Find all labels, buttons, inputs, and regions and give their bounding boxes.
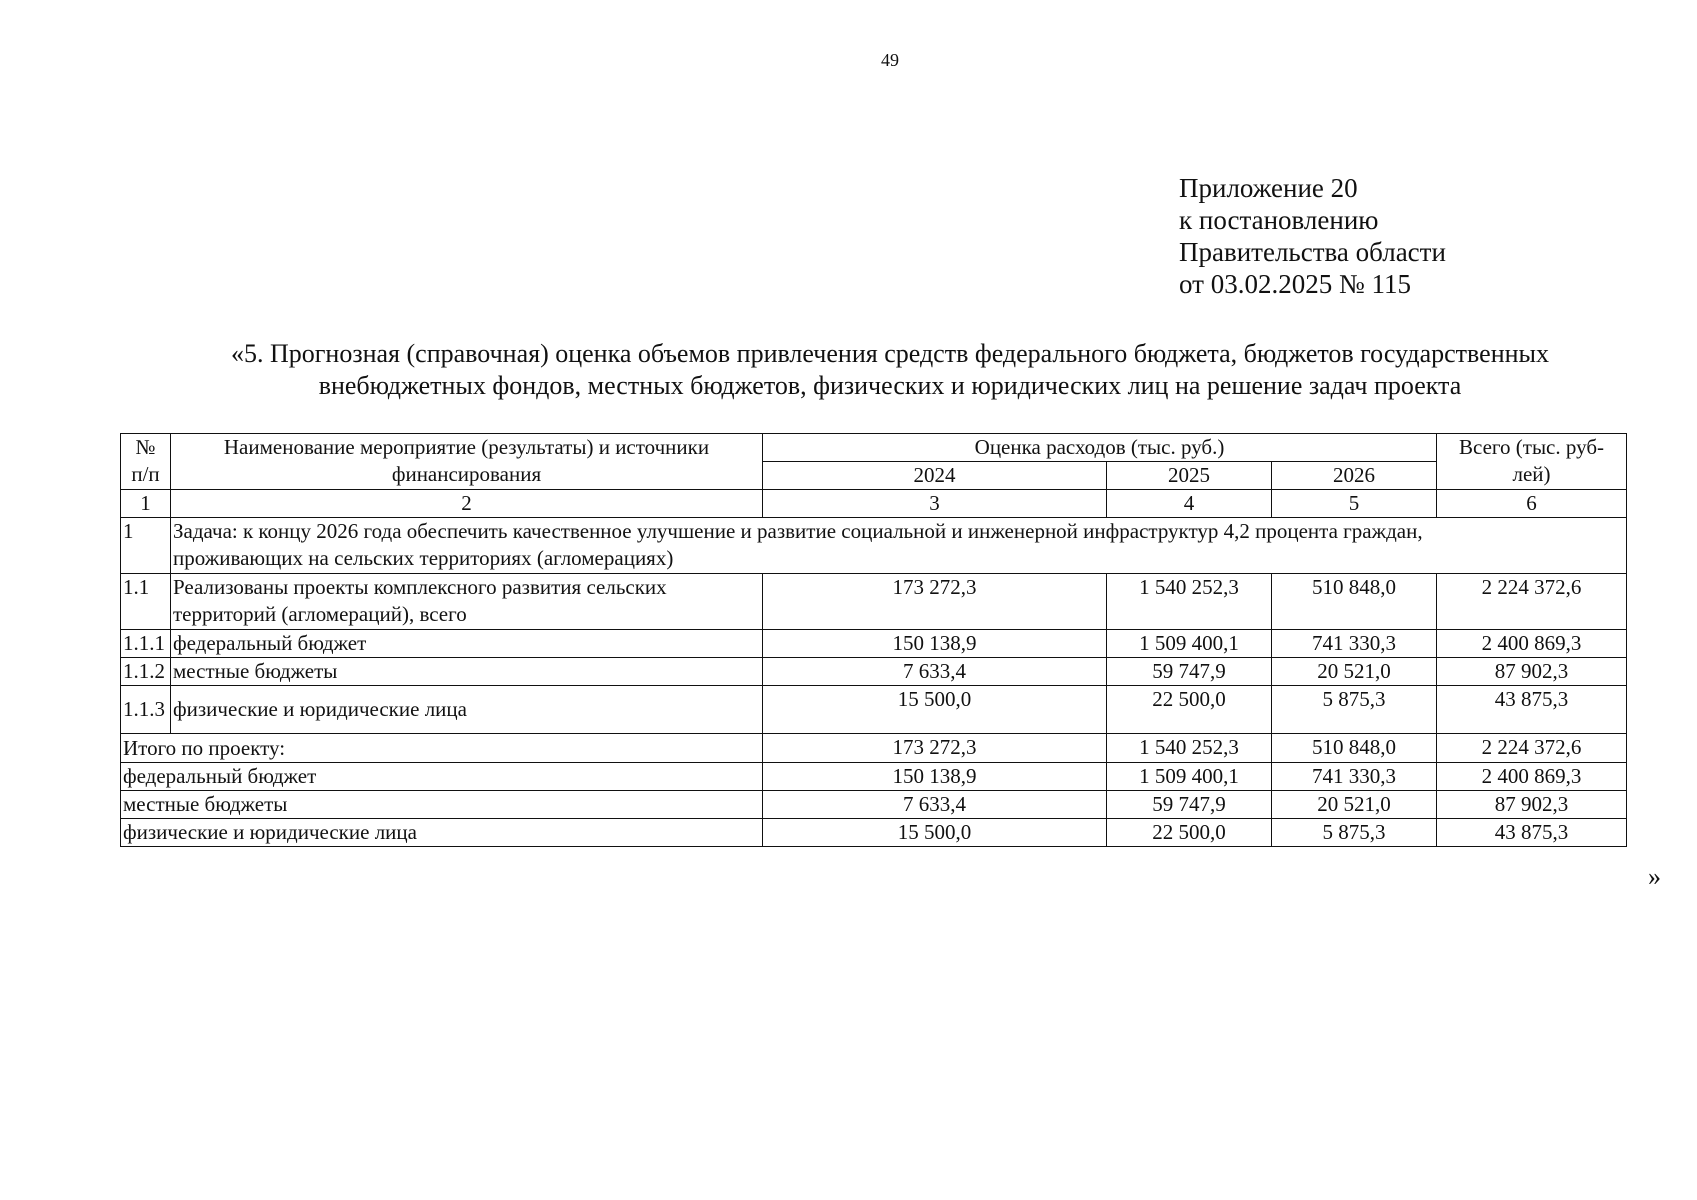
value-cell-2024: 15 500,0 — [763, 686, 1107, 734]
section-title-line: внебюджетных фондов, местных бюджетов, физических и юридических лиц на решение задач проекта — [318, 371, 1462, 400]
project-name-line: территорий (агломераций), всего — [173, 602, 467, 626]
appendix-block — [1179, 172, 1446, 300]
value-cell-2026: 510 848,0 — [1272, 574, 1437, 630]
value-cell-2024: 173 272,3 — [763, 574, 1107, 630]
total-name-cell: физические и юридические лица — [121, 819, 763, 847]
project-row — [121, 574, 1627, 630]
value-cell-total: 43 875,3 — [1437, 819, 1627, 847]
project-name-cell — [171, 574, 763, 630]
sub-num-cell: 1.1.1 — [121, 630, 171, 658]
appendix-line: к постановлению — [1179, 205, 1379, 235]
header-row — [121, 434, 1627, 462]
section-title-line: «5. Прогнозная (справочная) оценка объемов привлечения средств федерального бюджета, бюджетов государственных — [230, 339, 1550, 368]
value-cell-total: 87 902,3 — [1437, 791, 1627, 819]
value-cell-2025: 22 500,0 — [1107, 686, 1272, 734]
value-cell-2024: 7 633,4 — [763, 791, 1107, 819]
value-cell-2025: 1 540 252,3 — [1107, 734, 1272, 763]
header-year-cell: 2024 — [763, 462, 1107, 490]
closing-quote: » — [1648, 862, 1661, 891]
value-cell-2024: 173 272,3 — [763, 734, 1107, 763]
sub-row-persons — [121, 686, 1627, 734]
total-name-cell: местные бюджеты — [121, 791, 763, 819]
project-name-line: Реализованы проекты комплексного развития сельских — [173, 575, 667, 599]
task-num-cell: 1 — [121, 518, 171, 574]
value-cell-2025: 22 500,0 — [1107, 819, 1272, 847]
value-cell-2026: 20 521,0 — [1272, 791, 1437, 819]
value-cell-2024: 150 138,9 — [763, 630, 1107, 658]
header-num-line: № — [135, 435, 156, 459]
sub-name-cell: местные бюджеты — [171, 658, 763, 686]
value-cell-total: 2 224 372,6 — [1437, 734, 1627, 763]
value-cell-total: 43 875,3 — [1437, 686, 1627, 734]
total-row-federal — [121, 763, 1627, 791]
index-cell: 5 — [1272, 490, 1437, 518]
header-total-cell — [1437, 434, 1627, 490]
value-cell-total: 2 224 372,6 — [1437, 574, 1627, 630]
appendix-line: Приложение 20 — [1179, 173, 1358, 203]
header-total-line: Всего (тыс. руб- — [1459, 435, 1605, 459]
sub-row-federal — [121, 630, 1627, 658]
sub-name-cell: федеральный бюджет — [171, 630, 763, 658]
value-cell-2025: 1 540 252,3 — [1107, 574, 1272, 630]
task-text-line: Задача: к концу 2026 года обеспечить качественное улучшение и развитие социальной и инженерной инфраструктур 4,2 процента граждан, — [173, 519, 1423, 543]
total-name-cell: федеральный бюджет — [121, 763, 763, 791]
total-row-persons — [121, 819, 1627, 847]
value-cell-2024: 7 633,4 — [763, 658, 1107, 686]
value-cell-total: 87 902,3 — [1437, 658, 1627, 686]
value-cell-2025: 1 509 400,1 — [1107, 630, 1272, 658]
page-number: 49 — [881, 50, 899, 70]
task-text-cell — [171, 518, 1627, 574]
budget-table — [120, 433, 1627, 847]
total-row-local — [121, 791, 1627, 819]
header-name-line: финансирования — [391, 462, 542, 486]
section-title — [150, 338, 1630, 402]
project-num-cell: 1.1 — [121, 574, 171, 630]
header-num-cell — [121, 434, 171, 490]
value-cell-2025: 59 747,9 — [1107, 658, 1272, 686]
value-cell-2024: 150 138,9 — [763, 763, 1107, 791]
appendix-line: Правительства области — [1179, 237, 1446, 267]
value-cell-2026: 741 330,3 — [1272, 763, 1437, 791]
total-name-cell: Итого по проекту: — [121, 734, 763, 763]
index-cell: 6 — [1437, 490, 1627, 518]
index-cell: 2 — [171, 490, 763, 518]
value-cell-2026: 20 521,0 — [1272, 658, 1437, 686]
header-total-line: лей) — [1512, 462, 1551, 486]
value-cell-2025: 59 747,9 — [1107, 791, 1272, 819]
header-name-cell — [171, 434, 763, 490]
value-cell-2025: 1 509 400,1 — [1107, 763, 1272, 791]
value-cell-2026: 741 330,3 — [1272, 630, 1437, 658]
header-year-cell: 2025 — [1107, 462, 1272, 490]
appendix-line: от 03.02.2025 № 115 — [1179, 269, 1411, 299]
header-year-cell: 2026 — [1272, 462, 1437, 490]
sub-name-cell: физические и юридические лица — [171, 686, 763, 734]
value-cell-2026: 5 875,3 — [1272, 686, 1437, 734]
sub-row-local — [121, 658, 1627, 686]
sub-num-cell: 1.1.3 — [121, 686, 171, 734]
value-cell-total: 2 400 869,3 — [1437, 630, 1627, 658]
index-cell: 1 — [121, 490, 171, 518]
header-name-line: Наименование мероприятие (результаты) и источники — [223, 435, 710, 459]
value-cell-2026: 5 875,3 — [1272, 819, 1437, 847]
value-cell-total: 2 400 869,3 — [1437, 763, 1627, 791]
header-num-line: п/п — [131, 462, 160, 486]
header-estimate-cell: Оценка расходов (тыс. руб.) — [763, 434, 1437, 462]
value-cell-2024: 15 500,0 — [763, 819, 1107, 847]
task-text-line: проживающих на сельских территориях (агломерациях) — [173, 546, 674, 570]
sub-num-cell: 1.1.2 — [121, 658, 171, 686]
index-cell: 4 — [1107, 490, 1272, 518]
value-cell-2026: 510 848,0 — [1272, 734, 1437, 763]
task-row — [121, 518, 1627, 574]
total-row-project — [121, 734, 1627, 763]
index-row — [121, 490, 1627, 518]
index-cell: 3 — [763, 490, 1107, 518]
